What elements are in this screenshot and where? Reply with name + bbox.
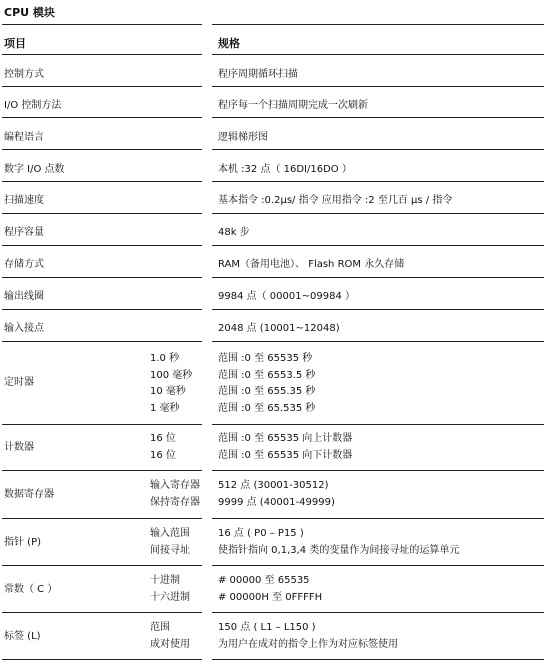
sub-spec-list <box>218 620 398 653</box>
row-item: 输入接点 <box>4 323 44 334</box>
row-item: 存储方式 <box>4 259 44 270</box>
rule <box>2 424 202 425</box>
row-item: 指针 (P) <box>4 537 42 548</box>
rule <box>212 309 544 310</box>
sub-item: 间接寻址 <box>150 544 190 556</box>
row-item: 扫描速度 <box>4 195 44 206</box>
sub-item: 100 毫秒 <box>150 369 193 381</box>
row-item: I/O 控制方法 <box>4 100 62 111</box>
row-spec: 9984 点（ 00001~09984 ） <box>218 291 355 302</box>
row-item: 数字 I/O 点数 <box>4 164 65 175</box>
sub-item-list <box>150 431 176 464</box>
row-item: 控制方式 <box>4 69 44 80</box>
column-header-item: 项目 <box>4 37 26 50</box>
row-item: 数据寄存器 <box>4 489 54 500</box>
rule <box>2 245 202 246</box>
row-item: 计数器 <box>4 442 34 453</box>
sub-item-list <box>150 573 190 606</box>
sub-spec-list <box>218 351 315 417</box>
sub-item: 1.0 秒 <box>150 353 180 364</box>
row-spec: 本机 :32 点（ 16DI/16DO ） <box>218 164 352 175</box>
sub-spec: 范围 :0 至 65535 秒 <box>218 353 313 364</box>
rule <box>212 54 544 55</box>
rule <box>212 213 544 214</box>
rule <box>212 86 544 87</box>
rule <box>2 470 202 471</box>
rule <box>2 659 202 660</box>
rule <box>212 24 544 25</box>
rule <box>2 149 202 150</box>
rule <box>212 181 544 182</box>
sub-spec: 范围 :0 至 65535 向上计数器 <box>218 433 353 444</box>
rule <box>2 24 202 25</box>
sub-item: 16 位 <box>150 449 176 461</box>
sub-spec: 范围 :0 至 65.535 秒 <box>218 402 316 414</box>
rule <box>2 213 202 214</box>
sub-spec: 范围 :0 至 6553.5 秒 <box>218 369 316 381</box>
sub-spec: 9999 点 (40001-49999) <box>218 496 335 508</box>
sub-spec: 范围 :0 至 655.35 秒 <box>218 386 316 397</box>
row-item: 编程语言 <box>4 132 44 143</box>
rule <box>212 424 544 425</box>
rule <box>212 470 544 471</box>
rule <box>212 659 544 660</box>
rule <box>2 117 202 118</box>
rule <box>212 245 544 246</box>
sub-item: 10 毫秒 <box>150 386 186 397</box>
sub-spec: 使指针指向 0,1,3,4 类的变量作为间接寻址的运算单元 <box>218 544 460 556</box>
rule <box>2 341 202 342</box>
rule <box>212 149 544 150</box>
sub-item: 范围 <box>150 622 170 633</box>
rule <box>212 518 544 519</box>
sub-spec: 范围 :0 至 65535 向下计数器 <box>218 449 353 461</box>
rule <box>2 612 202 613</box>
sub-item: 十进制 <box>150 575 180 586</box>
row-item: 标签 (L) <box>4 631 41 642</box>
rule <box>212 277 544 278</box>
rule <box>212 117 544 118</box>
rule <box>2 86 202 87</box>
column-header-spec: 规格 <box>218 37 240 50</box>
sub-item: 保持寄存器 <box>150 496 200 508</box>
sub-item: 1 毫秒 <box>150 402 180 414</box>
rule <box>2 277 202 278</box>
rule <box>2 181 202 182</box>
rule <box>2 518 202 519</box>
sub-spec: 为用户在成对的指令上作为对应标签使用 <box>218 638 398 650</box>
rule <box>2 309 202 310</box>
row-spec: 2048 点 (10001~12048) <box>218 323 340 334</box>
rule <box>212 341 544 342</box>
row-item: 程序容量 <box>4 227 44 238</box>
row-spec: 逻辑梯形图 <box>218 132 268 143</box>
row-spec: 程序每一个扫描周期完成一次刷新 <box>218 100 368 111</box>
sub-item: 输入寄存器 <box>150 480 200 491</box>
sub-spec: # 00000H 至 0FFFFH <box>218 591 323 603</box>
sub-spec-list <box>218 478 335 511</box>
sub-item: 输入范围 <box>150 528 190 539</box>
row-item: 定时器 <box>4 377 34 388</box>
rule <box>2 565 202 566</box>
rule <box>2 54 202 55</box>
row-spec: 基本指令 :0.2μs/ 指令 应用指令 :2 至几百 μs / 指令 <box>218 195 453 206</box>
row-item: 常数（ C ） <box>4 584 58 595</box>
sub-spec-list <box>218 526 459 559</box>
sub-item-list <box>150 526 190 559</box>
sub-item: 十六进制 <box>150 591 190 603</box>
sub-spec-list <box>218 431 352 464</box>
row-spec: 48k 步 <box>218 227 250 238</box>
sub-spec: 16 点 ( P0 – P15 ) <box>218 528 304 539</box>
row-spec: RAM（备用电池）、 Flash ROM 永久存储 <box>218 259 405 270</box>
rule <box>212 612 544 613</box>
sub-item-list <box>150 351 192 417</box>
row-item: 输出线圈 <box>4 291 44 302</box>
rule <box>212 565 544 566</box>
sub-spec: 150 点 ( L1 – L150 ) <box>218 622 316 633</box>
document-title: CPU 模块 <box>4 6 55 19</box>
row-spec: 程序周期循环扫描 <box>218 69 298 80</box>
sub-item-list <box>150 620 190 653</box>
sub-spec: 512 点 (30001-30512) <box>218 480 329 491</box>
sub-item: 16 位 <box>150 433 176 444</box>
sub-spec: # 00000 至 65535 <box>218 575 310 586</box>
sub-item: 成对使用 <box>150 638 190 650</box>
sub-item-list <box>150 478 200 511</box>
sub-spec-list <box>218 573 322 606</box>
